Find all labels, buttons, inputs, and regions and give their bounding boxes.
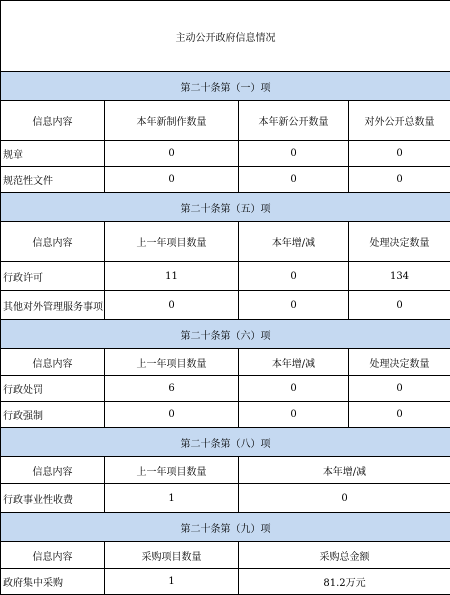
row-label: 行政事业性收费	[1, 484, 105, 513]
table-cell: 11	[105, 262, 239, 291]
table-cell: 0	[349, 141, 450, 167]
column-header: 采购项目数量	[105, 542, 239, 569]
column-header: 本年新公开数量	[239, 101, 349, 141]
header-row	[1, 222, 450, 262]
table-cell: 0	[349, 402, 450, 428]
column-header: 本年新制作数量	[105, 101, 239, 141]
table-cell: 0	[239, 141, 349, 167]
section-heading-row	[1, 320, 450, 349]
table-cell: 0	[239, 262, 349, 291]
table-row	[1, 569, 450, 595]
header-row	[1, 349, 450, 376]
table-cell: 0	[105, 141, 239, 167]
column-header: 处理决定数量	[349, 349, 450, 376]
table-cell: 0	[349, 167, 450, 193]
table-cell: 0	[349, 376, 450, 402]
column-header: 本年增/减	[239, 222, 349, 262]
table-cell: 0	[105, 402, 239, 428]
column-header: 本年增/减	[239, 349, 349, 376]
column-header: 信息内容	[1, 349, 105, 376]
column-header: 信息内容	[1, 542, 105, 569]
section-heading-5: 第二十条第（五）项	[1, 193, 450, 222]
table-row	[1, 167, 450, 193]
column-header: 信息内容	[1, 222, 105, 262]
section-heading-row	[1, 72, 450, 101]
title-row	[1, 1, 450, 72]
row-label: 行政处罚	[1, 376, 105, 402]
column-header: 本年增/减	[239, 457, 450, 484]
header-row	[1, 101, 450, 141]
table-cell: 134	[349, 262, 450, 291]
column-header: 信息内容	[1, 457, 105, 484]
table-cell: 0	[105, 167, 239, 193]
section-heading-1: 第二十条第（一）项	[1, 72, 450, 101]
column-header: 上一年项目数量	[105, 457, 239, 484]
table-cell: 0	[239, 484, 450, 513]
table-row	[1, 402, 450, 428]
section-heading-9: 第二十条第（九）项	[1, 513, 450, 542]
table-row	[1, 262, 450, 291]
table-cell: 0	[239, 291, 349, 320]
row-label: 规章	[1, 141, 105, 167]
column-header: 处理决定数量	[349, 222, 450, 262]
column-header: 上一年项目数量	[105, 349, 239, 376]
row-label: 行政强制	[1, 402, 105, 428]
column-header: 对外公开总数量	[349, 101, 450, 141]
table-cell: 0	[239, 167, 349, 193]
table-row	[1, 376, 450, 402]
section-heading-8: 第二十条第（八）项	[1, 428, 450, 457]
column-header: 信息内容	[1, 101, 105, 141]
table-row	[1, 141, 450, 167]
column-header: 上一年项目数量	[105, 222, 239, 262]
row-label: 规范性文件	[1, 167, 105, 193]
section-heading-6: 第二十条第（六）项	[1, 320, 450, 349]
table-cell: 0	[239, 402, 349, 428]
page-title: 主动公开政府信息情况	[1, 1, 450, 72]
section-heading-row	[1, 193, 450, 222]
table-cell: 1	[105, 569, 239, 595]
table-cell: 1	[105, 484, 239, 513]
row-label: 其他对外管理服务事项	[1, 291, 105, 320]
row-label: 行政许可	[1, 262, 105, 291]
table-cell: 81.2万元	[239, 569, 450, 595]
section-heading-row	[1, 428, 450, 457]
table-cell: 0	[239, 376, 349, 402]
row-label: 政府集中采购	[1, 569, 105, 595]
table-cell: 0	[105, 291, 239, 320]
table-row	[1, 291, 450, 320]
table-cell: 6	[105, 376, 239, 402]
table-cell: 0	[349, 291, 450, 320]
header-row	[1, 542, 450, 569]
column-header: 采购总金额	[239, 542, 450, 569]
header-row	[1, 457, 450, 484]
section-heading-row	[1, 513, 450, 542]
table-row	[1, 484, 450, 513]
